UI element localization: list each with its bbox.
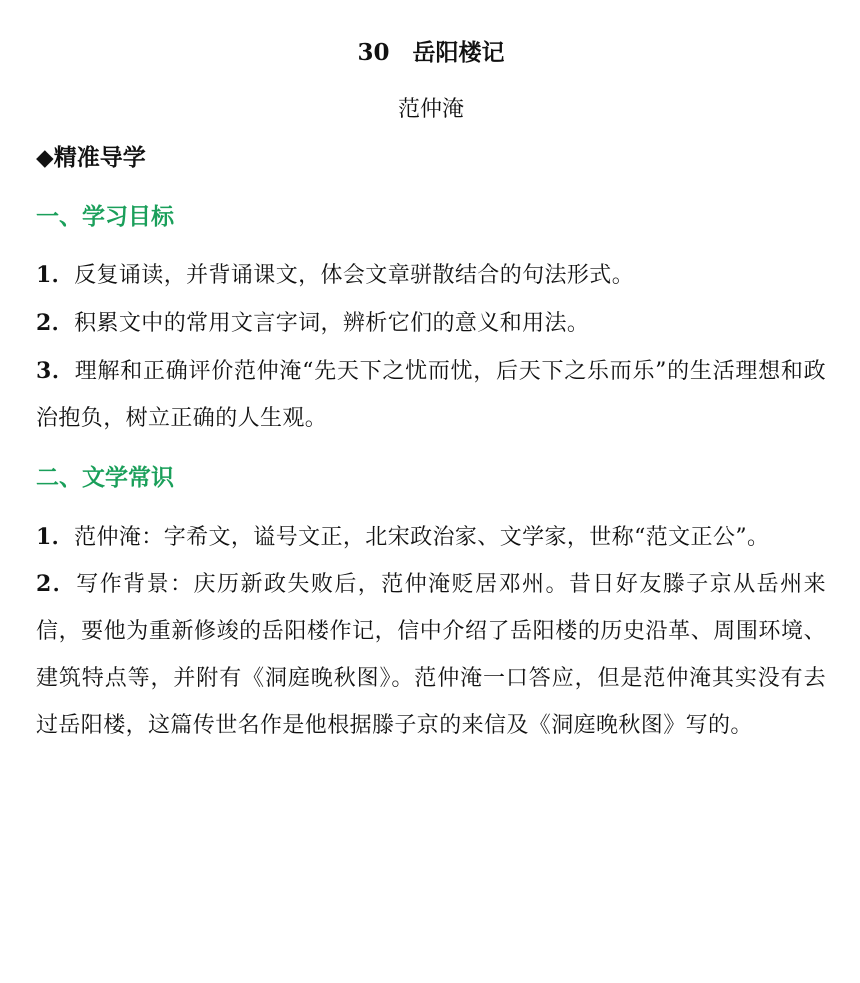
item-number: 3． [36,358,75,384]
item-text: 反复诵读，并背诵课文，体会文章骈散结合的句法形式。 [74,263,635,288]
literature-item-1 [36,514,826,561]
goal-item-3 [36,348,826,442]
lesson-title: 30 岳阳楼记 [357,39,505,66]
item-number: 1． [36,524,75,550]
item-number: 2． [36,310,75,336]
literature-item-2 [36,561,826,749]
item-text: 范仲淹：字希文，谥号文正，北宋政治家、文学家，世称“范文正公”。 [74,525,770,550]
guide-heading: ◆精准导学 [36,144,146,171]
item-text: 理解和正确评价范仲淹“先天下之忧而忧，后天下之乐而乐”的生活理想和政治抱负，树立正确的人生观。 [36,359,826,431]
item-number: 1． [36,262,75,288]
item-text: 写作背景：庆历新政失败后，范仲淹贬居邓州。昔日好友滕子京从岳州来信，要他为重新修竣的岳阳楼作记，信中介绍了岳阳楼的历史沿革、周围环境、建筑特点等，并附有《洞庭晚秋图》。范仲淹一口答应，但是范仲淹其实没有去过岳阳楼，这篇传世名作是他根据滕子京的来信及《洞庭晚秋图》写的。 [36,572,826,738]
item-text: 积累文中的常用文言字词，辨析它们的意义和用法。 [74,311,590,336]
section-heading-literature: 二、文学常识 [36,464,174,491]
item-number: 2． [36,571,77,597]
author-name: 范仲淹 [397,97,464,122]
goal-item-1 [36,252,826,299]
goal-item-2 [36,300,826,347]
section-heading-goals: 一、学习目标 [36,203,174,230]
